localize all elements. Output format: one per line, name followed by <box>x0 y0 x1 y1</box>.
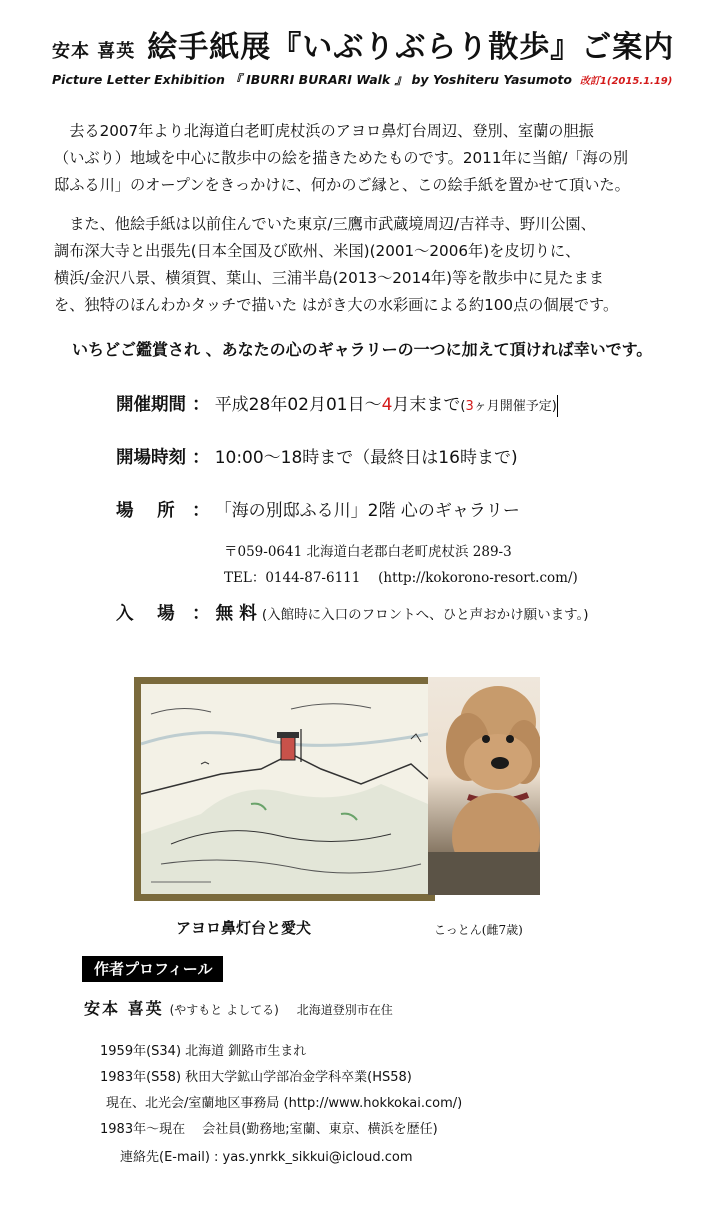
dog-illustration <box>428 677 540 895</box>
profile-line: 1983年～現在 会社員(勤務地;室蘭、東京、横浜を歴任) <box>100 1122 438 1137</box>
profile-line: 現在、北光会/室蘭地区事務局 (http://www.hokkokai.com/) <box>106 1096 463 1111</box>
author-line <box>84 996 393 1019</box>
intro-paragraph-1 <box>54 118 694 199</box>
lighthouse-painting-image <box>134 677 435 901</box>
contact-email: 連絡先(E-mail) : yas.ynrkk_sikkui@icloud.com <box>120 1150 413 1165</box>
place-label: 場 所 ： <box>116 501 210 521</box>
intro-paragraph-2 <box>54 211 694 319</box>
paragraph-line: 邸ふる川」のオープンをきっかけに、何かのご縁と、この絵手紙を置かせて頂いた。 <box>54 176 630 194</box>
period-label: 開催期間 ： <box>116 395 210 415</box>
title-text: 絵手紙展『いぶりぶらり散歩』ご案内 <box>147 30 675 65</box>
english-subtitle <box>52 70 672 88</box>
hours-value: 10:00～18時まで（最終日は16時まで) <box>214 448 518 468</box>
page-title <box>52 22 674 66</box>
invitation-message: いちどご鑑賞され 、あなたの心のギャラリーの一つに加えて頂ければ幸いです。 <box>72 340 653 359</box>
paragraph-line: 去る2007年より北海道白老町虎杖浜のアヨロ鼻灯台周辺、登別、室蘭の胆振 <box>69 122 594 140</box>
venue <box>116 496 520 522</box>
painting-caption: アヨロ鼻灯台と愛犬 <box>176 919 312 937</box>
profile-line: 1983年(S58) 秋田大学鉱山学部冶金学科卒業(HS58) <box>100 1070 412 1085</box>
paragraph-line: 横浜/金沢八景、横須賀、葉山、三浦半島(2013～2014年)等を散歩中に見たまま <box>54 269 604 287</box>
admission <box>116 600 589 625</box>
author-reading: (やすもと よしてる) <box>169 1003 279 1017</box>
revision-note: 改訂1(2015.1.19) <box>579 76 673 87</box>
hours-label: 開場時刻 ： <box>116 448 210 468</box>
place-value: 「海の別邸ふる川」2階 心のギャラリー <box>214 501 520 521</box>
dog-caption: こっとん(雌7歳) <box>434 923 523 937</box>
profile-line: 1959年(S34) 北海道 釧路市生まれ <box>100 1044 307 1059</box>
profile-heading: 作者プロフィール <box>82 956 223 982</box>
paragraph-line: また、他絵手紙は以前住んでいた東京/三鷹市武蔵境周辺/吉祥寺、野川公園、 <box>69 215 596 233</box>
text-cursor <box>557 395 558 417</box>
paragraph-line: 調布深大寺と出張先(日本全国及び欧州、米国)(2001～2006年)を皮切りに、 <box>54 242 581 260</box>
entry-note: (入館時に入口のフロントへ、ひと声おかけ願います。) <box>261 607 589 623</box>
lighthouse-sketch <box>141 684 428 894</box>
opening-hours <box>116 443 518 469</box>
entry-label: 入 場 ： 無 料 <box>116 604 257 624</box>
author-name: 安本 喜英 <box>84 999 164 1018</box>
paragraph-line: （いぶり）地域を中心に散歩中の絵を描きためたものです。2011年に当館/「海の別 <box>54 149 629 167</box>
period-value: 平成28年02月01日～4月末まで <box>214 395 461 415</box>
dog-photo-image <box>428 677 540 895</box>
subtitle-text: Picture Letter Exhibition 『 IBURRI BURARI Walk 』 by Yoshiteru Yasumoto <box>52 72 572 87</box>
venue-address: 〒059-0641 北海道白老郡白老町虎杖浜 289-3 <box>224 544 512 560</box>
paragraph-line: を、独特のほんわかタッチで描いた はがき大の水彩画による約100点の個展です。 <box>54 296 619 314</box>
venue-tel: TEL：0144-87-6111 (http://kokorono-resort.com/) <box>224 570 578 586</box>
author-residence: 北海道登別市在住 <box>296 1003 393 1017</box>
period-note: (3ヶ月開催予定) <box>460 399 557 414</box>
title-author: 安本 喜英 <box>52 41 136 62</box>
exhibition-period <box>116 390 558 417</box>
